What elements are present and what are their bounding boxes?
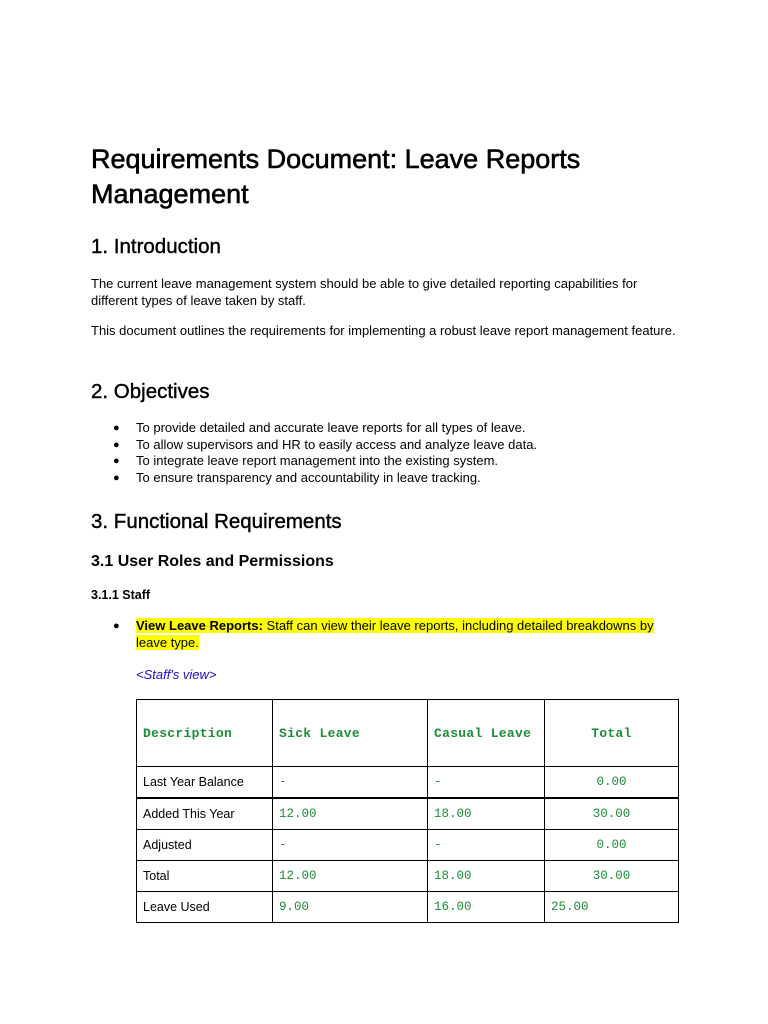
objective-text: To ensure transparency and accountability in leave tracking. — [136, 469, 481, 485]
objective-text: To allow supervisors and HR to easily access and analyze leave data. — [136, 436, 538, 452]
row-label: Leave Used — [137, 892, 273, 923]
row-label: Last Year Balance — [137, 767, 273, 799]
bullet-icon: ● — [113, 455, 120, 467]
highlight — [136, 618, 654, 650]
intro-paragraph-1: The current leave management system should be able to give detailed reporting capabilities for different types of leave taken by staff. — [91, 276, 638, 308]
subsection-heading-user-roles: 3.1 User Roles and Permissions — [91, 553, 334, 570]
column-header-description: Description — [137, 700, 273, 767]
table-row — [137, 861, 679, 892]
total-cell: 0.00 — [545, 767, 679, 799]
table-row — [137, 767, 679, 799]
total-cell: 30.00 — [545, 798, 679, 830]
casual-leave-cell: - — [428, 830, 545, 861]
list-item — [91, 420, 537, 437]
total-cell: 25.00 — [545, 892, 679, 923]
section-heading-functional-requirements: 3. Functional Requirements — [91, 510, 342, 533]
sick-leave-cell: - — [273, 767, 428, 799]
objective-text: To integrate leave report management into the existing system. — [136, 453, 499, 468]
row-label: Adjusted — [137, 830, 273, 861]
sick-leave-cell: 12.00 — [273, 798, 428, 830]
row-label: Added This Year — [137, 798, 273, 830]
document-title: Requirements Document: Leave Reports Management — [91, 144, 581, 209]
casual-leave-cell: 18.00 — [428, 798, 545, 830]
highlight-bold-label: View Leave Reports: — [136, 618, 263, 633]
total-cell: 30.00 — [545, 861, 679, 892]
casual-leave-cell: 16.00 — [428, 892, 545, 923]
list-item — [91, 453, 537, 470]
objectives-list — [91, 420, 537, 486]
sick-leave-cell: 12.00 — [273, 861, 428, 892]
column-header-total: Total — [545, 700, 679, 767]
staff-view-label: <Staff's view> — [136, 667, 217, 682]
bullet-icon: ● — [113, 422, 120, 434]
section-heading-introduction: 1. Introduction — [91, 235, 221, 258]
table-header-row — [137, 700, 679, 767]
bullet-icon: ● — [113, 471, 120, 484]
total-cell: 0.00 — [545, 830, 679, 861]
sick-leave-cell: - — [273, 830, 428, 861]
section-heading-objectives: 2. Objectives — [91, 380, 210, 403]
table-row — [137, 798, 679, 830]
column-header-casual-leave: Casual Leave — [428, 700, 545, 767]
sick-leave-cell: 9.00 — [273, 892, 428, 923]
intro-paragraph-2: This document outlines the requirements for implementing a robust leave report management feature. — [91, 323, 676, 338]
casual-leave-cell: 18.00 — [428, 861, 545, 892]
list-item — [91, 470, 537, 487]
row-label: Total — [137, 861, 273, 892]
casual-leave-cell: - — [428, 767, 545, 799]
subsubsection-heading-staff: 3.1.1 Staff — [91, 588, 151, 602]
list-item — [91, 437, 537, 454]
leave-balance-table — [136, 699, 679, 923]
bullet-icon: ● — [113, 620, 120, 632]
highlight-description: Staff can view their leave reports, including detailed breakdowns by leave type. — [136, 618, 654, 650]
column-header-sick-leave: Sick Leave — [273, 700, 428, 767]
table-row — [137, 830, 679, 861]
table-row — [137, 892, 679, 923]
objective-text: To provide detailed and accurate leave reports for all types of leave. — [136, 420, 526, 435]
bullet-icon: ● — [113, 438, 120, 451]
highlighted-list-item — [91, 618, 691, 651]
